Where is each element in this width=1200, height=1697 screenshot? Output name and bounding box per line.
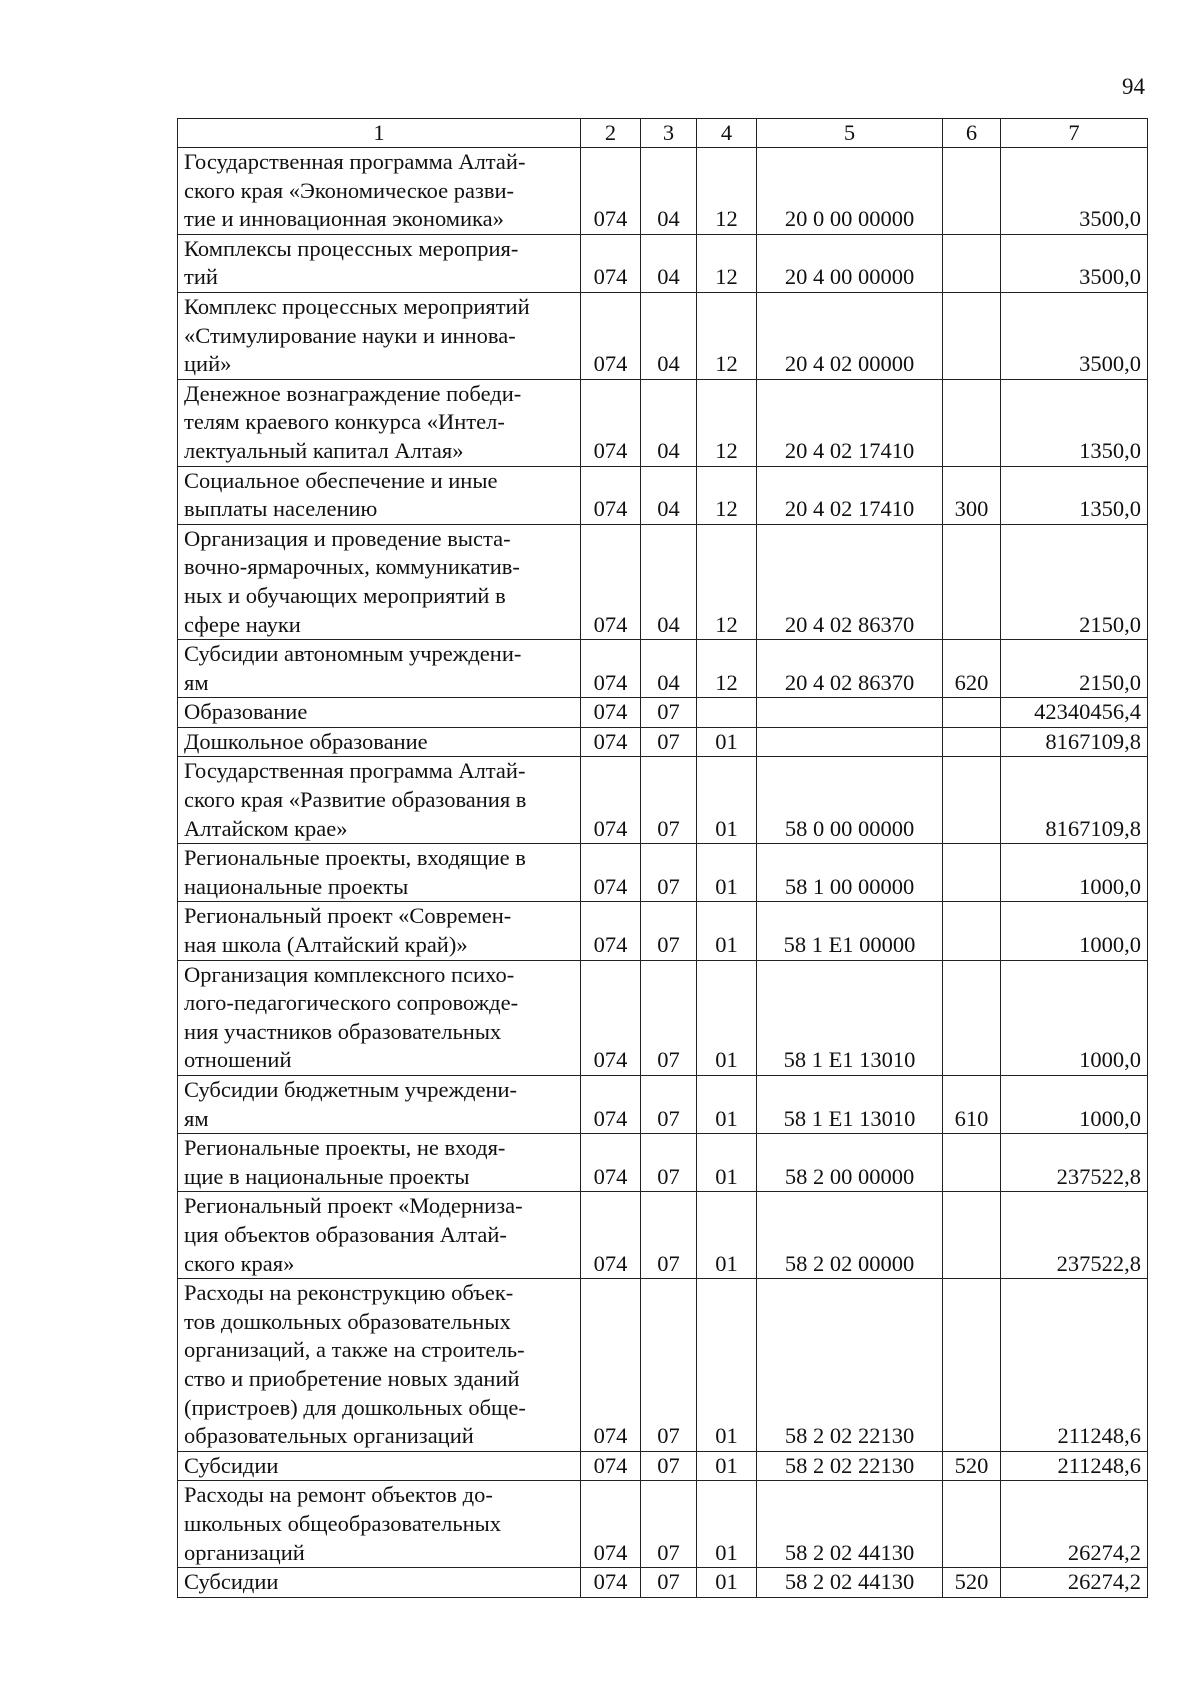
amount-cell: 3500,0	[1001, 234, 1148, 292]
code-cell: 58 0 00 00000	[757, 757, 943, 844]
row-name-line: «Стимулирование науки и иннова-	[184, 322, 516, 348]
col4-cell: 01	[697, 902, 757, 960]
table-row	[178, 727, 1148, 757]
row-name-line: тие и инновационная экономика»	[184, 206, 504, 232]
code-cell: 58 2 02 22130	[757, 1451, 943, 1481]
row-name-cell	[178, 844, 581, 902]
code-cell: 20 4 02 00000	[757, 292, 943, 379]
row-name-cell	[178, 1076, 581, 1134]
row-name-line: Организация комплексного психо-	[184, 961, 515, 987]
code-cell: 20 4 02 17410	[757, 466, 943, 524]
row-name-line: (пристроев) для дошкольных обще-	[184, 1394, 526, 1420]
amount-cell: 237522,8	[1001, 1192, 1148, 1279]
col3-cell: 04	[641, 379, 697, 466]
table-body	[178, 148, 1148, 1598]
col3-cell: 04	[641, 234, 697, 292]
row-name-line: ция объектов образования Алтай-	[184, 1221, 507, 1247]
col4-cell: 01	[697, 960, 757, 1075]
row-name-line: национальные проекты	[184, 873, 409, 899]
col6-cell	[943, 292, 1001, 379]
row-name-line: Образование	[184, 699, 308, 725]
row-name-line: ского края»	[184, 1250, 295, 1276]
row-name-line: ных и обучающих мероприятий в	[184, 582, 506, 608]
code-cell: 58 1 E1 13010	[757, 1076, 943, 1134]
col3-cell: 07	[641, 1192, 697, 1279]
code-cell: 20 0 00 00000	[757, 148, 943, 235]
row-name-line: лого-педагогического сопровожде-	[184, 990, 519, 1016]
col4-cell: 12	[697, 148, 757, 235]
col6-cell: 610	[943, 1076, 1001, 1134]
col6-cell	[943, 234, 1001, 292]
page-number: 94	[1122, 74, 1145, 99]
col3-cell: 07	[641, 727, 697, 757]
amount-cell: 1000,0	[1001, 1076, 1148, 1134]
code-cell: 58 2 02 00000	[757, 1192, 943, 1279]
col2-cell: 074	[581, 466, 641, 524]
row-name-cell	[178, 902, 581, 960]
col2-cell: 074	[581, 1481, 641, 1568]
row-name-line: ство и приобретение новых зданий	[184, 1365, 520, 1391]
row-name-line: Дошкольное образование	[184, 728, 428, 754]
amount-cell: 42340456,4	[1001, 698, 1148, 728]
amount-cell: 8167109,8	[1001, 757, 1148, 844]
col6-cell: 520	[943, 1568, 1001, 1598]
col4-cell: 12	[697, 524, 757, 639]
col4-cell: 01	[697, 1481, 757, 1568]
col6-cell	[943, 844, 1001, 902]
table-row	[178, 1481, 1148, 1568]
col3-cell: 07	[641, 960, 697, 1075]
col3-cell: 07	[641, 1134, 697, 1192]
col2-cell: 074	[581, 148, 641, 235]
col6-cell	[943, 379, 1001, 466]
amount-cell: 1350,0	[1001, 466, 1148, 524]
col3-cell: 04	[641, 466, 697, 524]
col3-cell: 07	[641, 1451, 697, 1481]
col6-cell	[943, 757, 1001, 844]
row-name-cell	[178, 698, 581, 728]
col4-cell	[697, 698, 757, 728]
row-name-line: Региональные проекты, входящие в	[184, 845, 526, 871]
row-name-line: ям	[184, 669, 209, 695]
col6-cell	[943, 960, 1001, 1075]
row-name-cell	[178, 757, 581, 844]
col3-cell: 07	[641, 1481, 697, 1568]
col4-cell: 01	[697, 1134, 757, 1192]
row-name-cell	[178, 379, 581, 466]
code-cell: 58 2 02 22130	[757, 1279, 943, 1452]
col2-cell: 074	[581, 1279, 641, 1452]
col2-cell: 074	[581, 379, 641, 466]
row-name-line: ния участников образовательных	[184, 1018, 502, 1044]
col4-cell: 12	[697, 234, 757, 292]
header-cell-2: 2	[581, 119, 641, 148]
row-name-line: Расходы на реконструкцию объек-	[184, 1280, 514, 1306]
col3-cell: 04	[641, 148, 697, 235]
col6-cell	[943, 727, 1001, 757]
col6-cell	[943, 148, 1001, 235]
amount-cell: 1000,0	[1001, 960, 1148, 1075]
row-name-line: тов дошкольных образовательных	[184, 1308, 511, 1334]
row-name-cell	[178, 292, 581, 379]
col2-cell: 074	[581, 698, 641, 728]
row-name-line: сфере науки	[184, 611, 301, 637]
table-row	[178, 640, 1148, 698]
col3-cell: 07	[641, 844, 697, 902]
header-row	[178, 119, 1148, 148]
col3-cell: 07	[641, 757, 697, 844]
code-cell: 20 4 02 17410	[757, 379, 943, 466]
row-name-line: Расходы на ремонт объектов до-	[184, 1482, 493, 1508]
table-row	[178, 1568, 1148, 1598]
row-name-line: выплаты населению	[184, 496, 378, 522]
row-name-line: организаций, а также на строитель-	[184, 1337, 525, 1363]
amount-cell: 8167109,8	[1001, 727, 1148, 757]
amount-cell: 1000,0	[1001, 902, 1148, 960]
row-name-line: Комплексы процессных мероприя-	[184, 235, 519, 261]
col2-cell: 074	[581, 902, 641, 960]
code-cell: 58 1 E1 13010	[757, 960, 943, 1075]
col6-cell	[943, 1134, 1001, 1192]
row-name-line: Алтайском крае»	[184, 815, 348, 841]
col4-cell: 01	[697, 727, 757, 757]
code-cell	[757, 727, 943, 757]
row-name-line: вочно-ярмарочных, коммуникатив-	[184, 554, 520, 580]
col4-cell: 01	[697, 1568, 757, 1598]
row-name-cell	[178, 466, 581, 524]
code-cell: 20 4 02 86370	[757, 524, 943, 639]
col2-cell: 074	[581, 1568, 641, 1598]
col4-cell: 01	[697, 1279, 757, 1452]
row-name-cell	[178, 524, 581, 639]
col6-cell: 300	[943, 466, 1001, 524]
col3-cell: 07	[641, 698, 697, 728]
amount-cell: 211248,6	[1001, 1279, 1148, 1452]
table-row	[178, 902, 1148, 960]
header-cell-5: 5	[757, 119, 943, 148]
row-name-line: Организация и проведение выста-	[184, 525, 511, 551]
header-cell-1: 1	[178, 119, 581, 148]
col6-cell	[943, 698, 1001, 728]
code-cell: 20 4 00 00000	[757, 234, 943, 292]
col3-cell: 04	[641, 640, 697, 698]
table-header	[178, 119, 1148, 148]
col3-cell: 07	[641, 1076, 697, 1134]
col3-cell: 07	[641, 1568, 697, 1598]
col2-cell: 074	[581, 844, 641, 902]
col2-cell: 074	[581, 292, 641, 379]
table-row	[178, 234, 1148, 292]
row-name-cell	[178, 640, 581, 698]
row-name-cell	[178, 1451, 581, 1481]
row-name-cell	[178, 1481, 581, 1568]
code-cell: 58 2 02 44130	[757, 1568, 943, 1598]
amount-cell: 2150,0	[1001, 524, 1148, 639]
table-row	[178, 1076, 1148, 1134]
col4-cell: 01	[697, 757, 757, 844]
code-cell	[757, 698, 943, 728]
header-cell-7: 7	[1001, 119, 1148, 148]
amount-cell: 1350,0	[1001, 379, 1148, 466]
row-name-cell	[178, 1192, 581, 1279]
row-name-line: организаций	[184, 1539, 305, 1565]
code-cell: 58 2 02 44130	[757, 1481, 943, 1568]
table-row	[178, 757, 1148, 844]
row-name-line: отношений	[184, 1047, 292, 1073]
col3-cell: 04	[641, 292, 697, 379]
row-name-line: Региональные проекты, не входя-	[184, 1135, 506, 1161]
row-name-line: Субсидии	[184, 1452, 279, 1478]
col2-cell: 074	[581, 1192, 641, 1279]
row-name-line: Денежное вознаграждение победи-	[184, 380, 522, 406]
table-row	[178, 844, 1148, 902]
amount-cell: 26274,2	[1001, 1481, 1148, 1568]
table-row	[178, 960, 1148, 1075]
table-row	[178, 379, 1148, 466]
budget-table	[177, 118, 1148, 1598]
row-name-line: Государственная программа Алтай-	[184, 149, 526, 174]
row-name-line: Социальное обеспечение и иные	[184, 467, 498, 493]
row-name-cell	[178, 1568, 581, 1598]
row-name-line: ям	[184, 1105, 209, 1131]
col4-cell: 12	[697, 640, 757, 698]
row-name-line: образовательных организаций	[184, 1423, 474, 1449]
col6-cell	[943, 902, 1001, 960]
row-name-cell	[178, 1279, 581, 1452]
header-cell-4: 4	[697, 119, 757, 148]
col6-cell: 620	[943, 640, 1001, 698]
amount-cell: 2150,0	[1001, 640, 1148, 698]
code-cell: 20 4 02 86370	[757, 640, 943, 698]
col2-cell: 074	[581, 727, 641, 757]
col2-cell: 074	[581, 1451, 641, 1481]
col6-cell	[943, 1279, 1001, 1452]
table-row	[178, 524, 1148, 639]
table-row	[178, 148, 1148, 235]
table-row	[178, 698, 1148, 728]
col4-cell: 01	[697, 844, 757, 902]
row-name-line: школьных общеобразовательных	[184, 1510, 501, 1536]
amount-cell: 3500,0	[1001, 148, 1148, 235]
amount-cell: 211248,6	[1001, 1451, 1148, 1481]
col2-cell: 074	[581, 640, 641, 698]
row-name-line: ная школа (Алтайский край)»	[184, 932, 468, 958]
col2-cell: 074	[581, 524, 641, 639]
amount-cell: 26274,2	[1001, 1568, 1148, 1598]
col2-cell: 074	[581, 960, 641, 1075]
table-row	[178, 1192, 1148, 1279]
col2-cell: 074	[581, 234, 641, 292]
code-cell: 58 1 E1 00000	[757, 902, 943, 960]
amount-cell: 1000,0	[1001, 844, 1148, 902]
col4-cell: 12	[697, 292, 757, 379]
table-row	[178, 1134, 1148, 1192]
row-name-line: Региональный проект «Современ-	[184, 903, 512, 929]
row-name-line: Комплекс процессных мероприятий	[184, 293, 530, 319]
col3-cell: 07	[641, 1279, 697, 1452]
row-name-line: ций»	[184, 351, 232, 377]
col2-cell: 074	[581, 757, 641, 844]
row-name-line: Субсидии автономным учреждени-	[184, 641, 522, 667]
col6-cell	[943, 524, 1001, 639]
table-row	[178, 1279, 1148, 1452]
code-cell: 58 1 00 00000	[757, 844, 943, 902]
col6-cell: 520	[943, 1451, 1001, 1481]
row-name-cell	[178, 148, 581, 235]
row-name-cell	[178, 234, 581, 292]
col2-cell: 074	[581, 1134, 641, 1192]
row-name-line: Субсидии бюджетным учреждени-	[184, 1077, 518, 1102]
header-cell-6: 6	[943, 119, 1001, 148]
row-name-line: Государственная программа Алтай-	[184, 758, 526, 784]
row-name-line: Региональный проект «Модерниза-	[184, 1193, 523, 1219]
col4-cell: 01	[697, 1192, 757, 1279]
table-row	[178, 1451, 1148, 1481]
row-name-cell	[178, 960, 581, 1075]
col3-cell: 07	[641, 902, 697, 960]
col4-cell: 12	[697, 379, 757, 466]
table-row	[178, 292, 1148, 379]
table-row	[178, 466, 1148, 524]
code-cell: 58 2 00 00000	[757, 1134, 943, 1192]
row-name-line: щие в национальные проекты	[184, 1163, 470, 1189]
row-name-line: ского края «Развитие образования в	[184, 787, 527, 813]
row-name-cell	[178, 1134, 581, 1192]
col4-cell: 01	[697, 1451, 757, 1481]
row-name-line: лектуальный капитал Алтая»	[184, 437, 464, 463]
row-name-line: тий	[184, 264, 218, 290]
row-name-line: телям краевого конкурса «Интел-	[184, 409, 505, 435]
col3-cell: 04	[641, 524, 697, 639]
col6-cell	[943, 1481, 1001, 1568]
amount-cell: 3500,0	[1001, 292, 1148, 379]
col4-cell: 12	[697, 466, 757, 524]
header-cell-3: 3	[641, 119, 697, 148]
col6-cell	[943, 1192, 1001, 1279]
col2-cell: 074	[581, 1076, 641, 1134]
row-name-cell	[178, 727, 581, 757]
amount-cell: 237522,8	[1001, 1134, 1148, 1192]
col4-cell: 01	[697, 1076, 757, 1134]
row-name-line: ского края «Экономическое разви-	[184, 177, 515, 203]
row-name-line: Субсидии	[184, 1569, 279, 1595]
